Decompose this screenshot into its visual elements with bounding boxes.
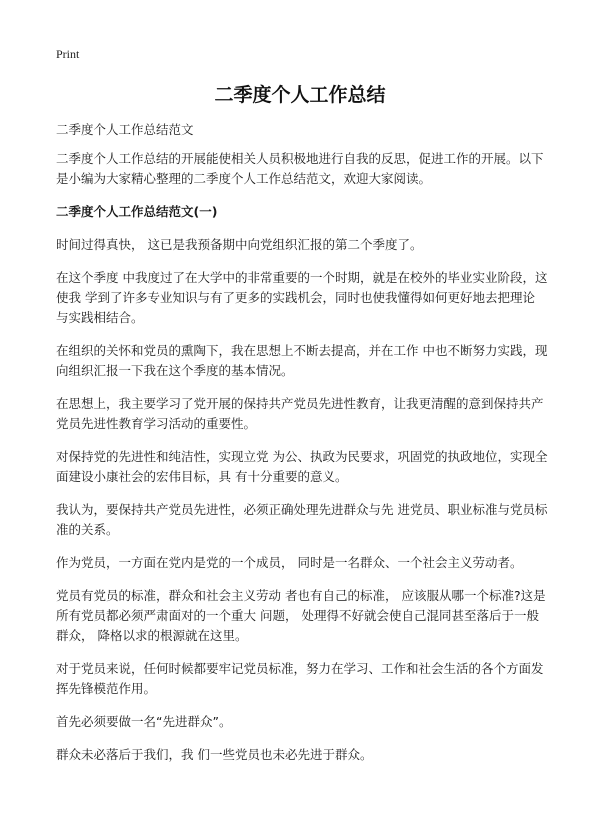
section-heading: 二季度个人工作总结范文(一) [56, 204, 218, 219]
document-body [56, 120, 550, 778]
paragraph: 时间过得真快， 这已是我预备期中向党组织汇报的第二个季度了。 [56, 237, 423, 252]
print-link[interactable]: Print [56, 47, 80, 61]
paragraph: 在思想上，我主要学习了党开展的保持共产党员先进性教育，让我更清醒的意到保持共产党员先进性教育学习活动的重要性。 [56, 396, 544, 431]
paragraph: 作为党员，一方面在党内是党的一个成员， 同时是一名群众、一个社会主义劳动者。 [56, 555, 523, 570]
document-subtitle: 二季度个人工作总结范文 [56, 122, 194, 137]
paragraph: 对保持党的先进性和纯洁性，实现立党 为公、执政为民要求，巩固党的执政地位，实现全面建设小康社会的宏伟目标，具 有十分重要的意义。 [56, 449, 548, 484]
paragraph: 对于党员来说，任何时候都要牢记党员标准，努力在学习、工作和社会生活的各个方面发挥先锋模范作用。 [56, 661, 544, 696]
paragraph: 在这个季度 中我度过了在大学中的非常重要的一个时期，就是在校外的毕业实业阶段，这使我 学到了许多专业知识与有了更多的实践机会，同时也使我懂得如何更好地去把理论 与实践相结合。 [56, 270, 548, 325]
document-title: 二季度个人工作总结 [214, 84, 386, 106]
paragraph: 党员有党员的标准，群众和社会主义劳动 者也有自己的标准， 应该服从哪一个标准?这是所有党员都必须严肃面对的一个重大 问题， 处理得不好就会使自己混同甚至落后于一般群众， 降格以求的根源就在这里。 [56, 588, 546, 643]
paragraph: 在组织的关怀和党员的熏陶下，我在思想上不断去提高，并在工作 中也不断努力实践，现向组织汇报一下我在这个季度的基本情况。 [56, 343, 548, 378]
paragraph: 我认为，要保持共产党员先进性，必须正确处理先进群众与先 进党员、职业标准与党员标准的关系。 [56, 502, 548, 537]
paragraph-intro: 二季度个人工作总结的开展能使相关人员积极地进行自我的反思，促进工作的开展。以下是小编为大家精心整理的二季度个人工作总结范文，欢迎大家阅读。 [56, 151, 544, 186]
paragraph: 首先必须要做一名“先进群众”。 [56, 714, 232, 729]
paragraph: 群众未必落后于我们，我 们一些党员也未必先进于群众。 [56, 747, 373, 762]
